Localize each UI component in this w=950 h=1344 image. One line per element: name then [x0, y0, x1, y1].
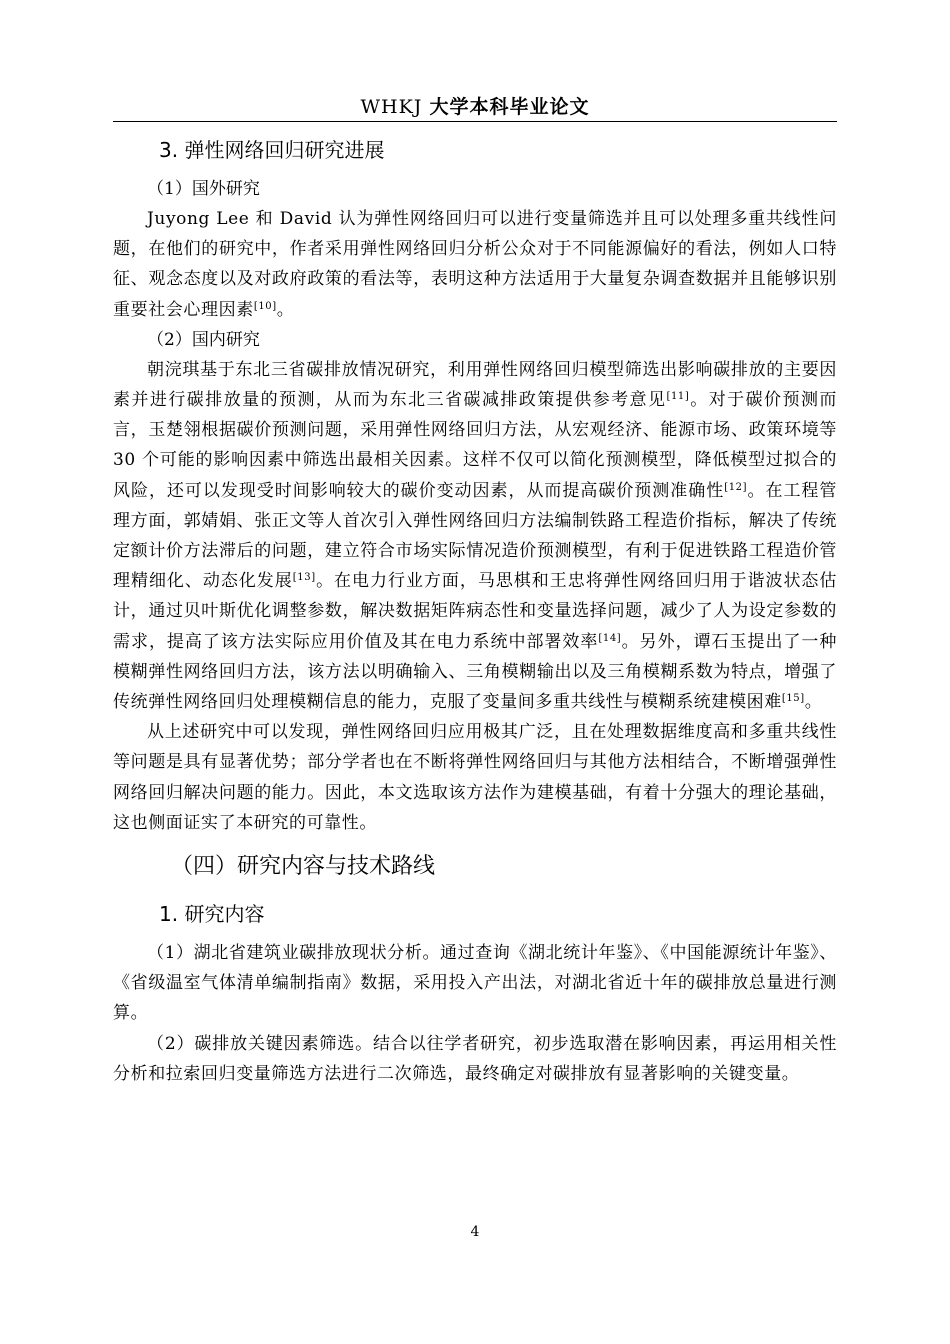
citation-ref: [13] — [292, 572, 316, 584]
section-heading-research-content: （四）研究内容与技术路线 — [171, 854, 436, 880]
citation-ref: [11] — [666, 391, 690, 403]
header-title: 大学本科毕业论文 — [429, 96, 590, 118]
paragraph-foreign-research — [113, 204, 837, 325]
citation-ref: [14] — [598, 632, 622, 644]
paragraph-text: 。在电力行业方面，马思棋和王忠将弹性网络回归用于谐波状态估计，通过贝叶斯优化调整参数，解决数据矩阵病态性和变量选择问题，减少了人为设定参数的需求，提高了该方法实际应用价值及其在电力系统中部署效率 — [113, 571, 837, 652]
paragraph-tail: 。 — [276, 299, 295, 320]
research-item-1: （1）湖北省建筑业碳排放现状分析。通过查询《湖北统计年鉴》、《中国能源统计年鉴》、《省级温室气体清单编制指南》数据，采用投入产出法，对湖北省近十年的碳排放总量进行测算。 — [113, 943, 837, 1024]
paragraph-tail: 。 — [804, 692, 823, 713]
header-latin: WHKJ — [360, 96, 423, 118]
paragraph-text: 。对于碳价预测而言，玉楚翎根据碳价预测问题，采用弹性网络回归方法，从宏观经济、能源市场、政策环境等 30 个可能的影响因素中筛选出最相关因素。这样不仅可以简化预测模型，降低模型过拟合的风险，还可以发现受时间影响较大的碳价变动因素，从而提高碳价预测准确性 — [113, 390, 837, 501]
paragraph-summary: 从上述研究中可以发现，弹性网络回归应用极其广泛，且在处理数据维度高和多重共线性等问题是具有显著优势；部分学者也在不断将弹性网络回归与其他方法相结合，不断增强弹性网络回归解决问题的能力。因此，本文选取该方法作为建模基础，有着十分强大的理论基础，这也侧面证实了本研究的可靠性。 — [113, 722, 837, 833]
subsection-heading-research-content: 1. 研究内容 — [159, 902, 265, 927]
paragraph-text: 。另外，谭石玉提出了一种模糊弹性网络回归方法，该方法以明确输入、三角模糊输出以及三角模糊系数为特点，增强了传统弹性网络回归处理模糊信息的能力，克服了变量间多重共线性与模糊系统建模困难 — [113, 631, 838, 713]
subheading-foreign-research: （1）国外研究 — [147, 179, 260, 199]
paragraph-text: 。在工程管理方面，郭婧娟、张正文等人首次引入弹性网络回归方法编制铁路工程造价指标，解决了传统定额计价方法滞后的问题，建立符合市场实际情况造价预测模型，有利于促进铁路工程造价管理精细化、动态化发展 — [113, 480, 838, 592]
research-item-2: （2）碳排放关键因素筛选。结合以往学者研究，初步选取潜在影响因素，再运用相关性分析和拉索回归变量筛选方法进行二次筛选，最终确定对碳排放有显著影响的关键变量。 — [113, 1033, 837, 1084]
header-rule — [113, 121, 837, 122]
paragraph-text: Juyong Lee 和 David 认为弹性网络回归可以进行变量筛选并且可以处理多重共线性问题，在他们的研究中，作者采用弹性网络回归分析公众对于不同能源偏好的看法，例如人口特征、观念态度以及对政府政策的看法等，表明这种方法适用于大量复杂调查数据并且能够识别重要社会心理因素 — [113, 209, 837, 320]
paragraph-text: 朝浣琪基于东北三省碳排放情况研究，利用弹性网络回归模型筛选出影响碳排放的主要因素并进行碳排放量的预测，从而为东北三省碳减排政策提供参考意见 — [113, 359, 837, 411]
citation-ref: [12] — [724, 481, 748, 493]
page-number: 4 — [470, 1224, 480, 1240]
section-heading-elastic-net: 3. 弹性网络回归研究进展 — [159, 138, 385, 162]
paragraph-domestic-research — [113, 355, 837, 717]
running-header — [113, 94, 837, 120]
subheading-domestic-research: （2）国内研究 — [147, 329, 260, 350]
page-content — [113, 132, 837, 1089]
citation-ref: [15] — [781, 693, 805, 705]
citation-ref: [10] — [253, 300, 277, 312]
